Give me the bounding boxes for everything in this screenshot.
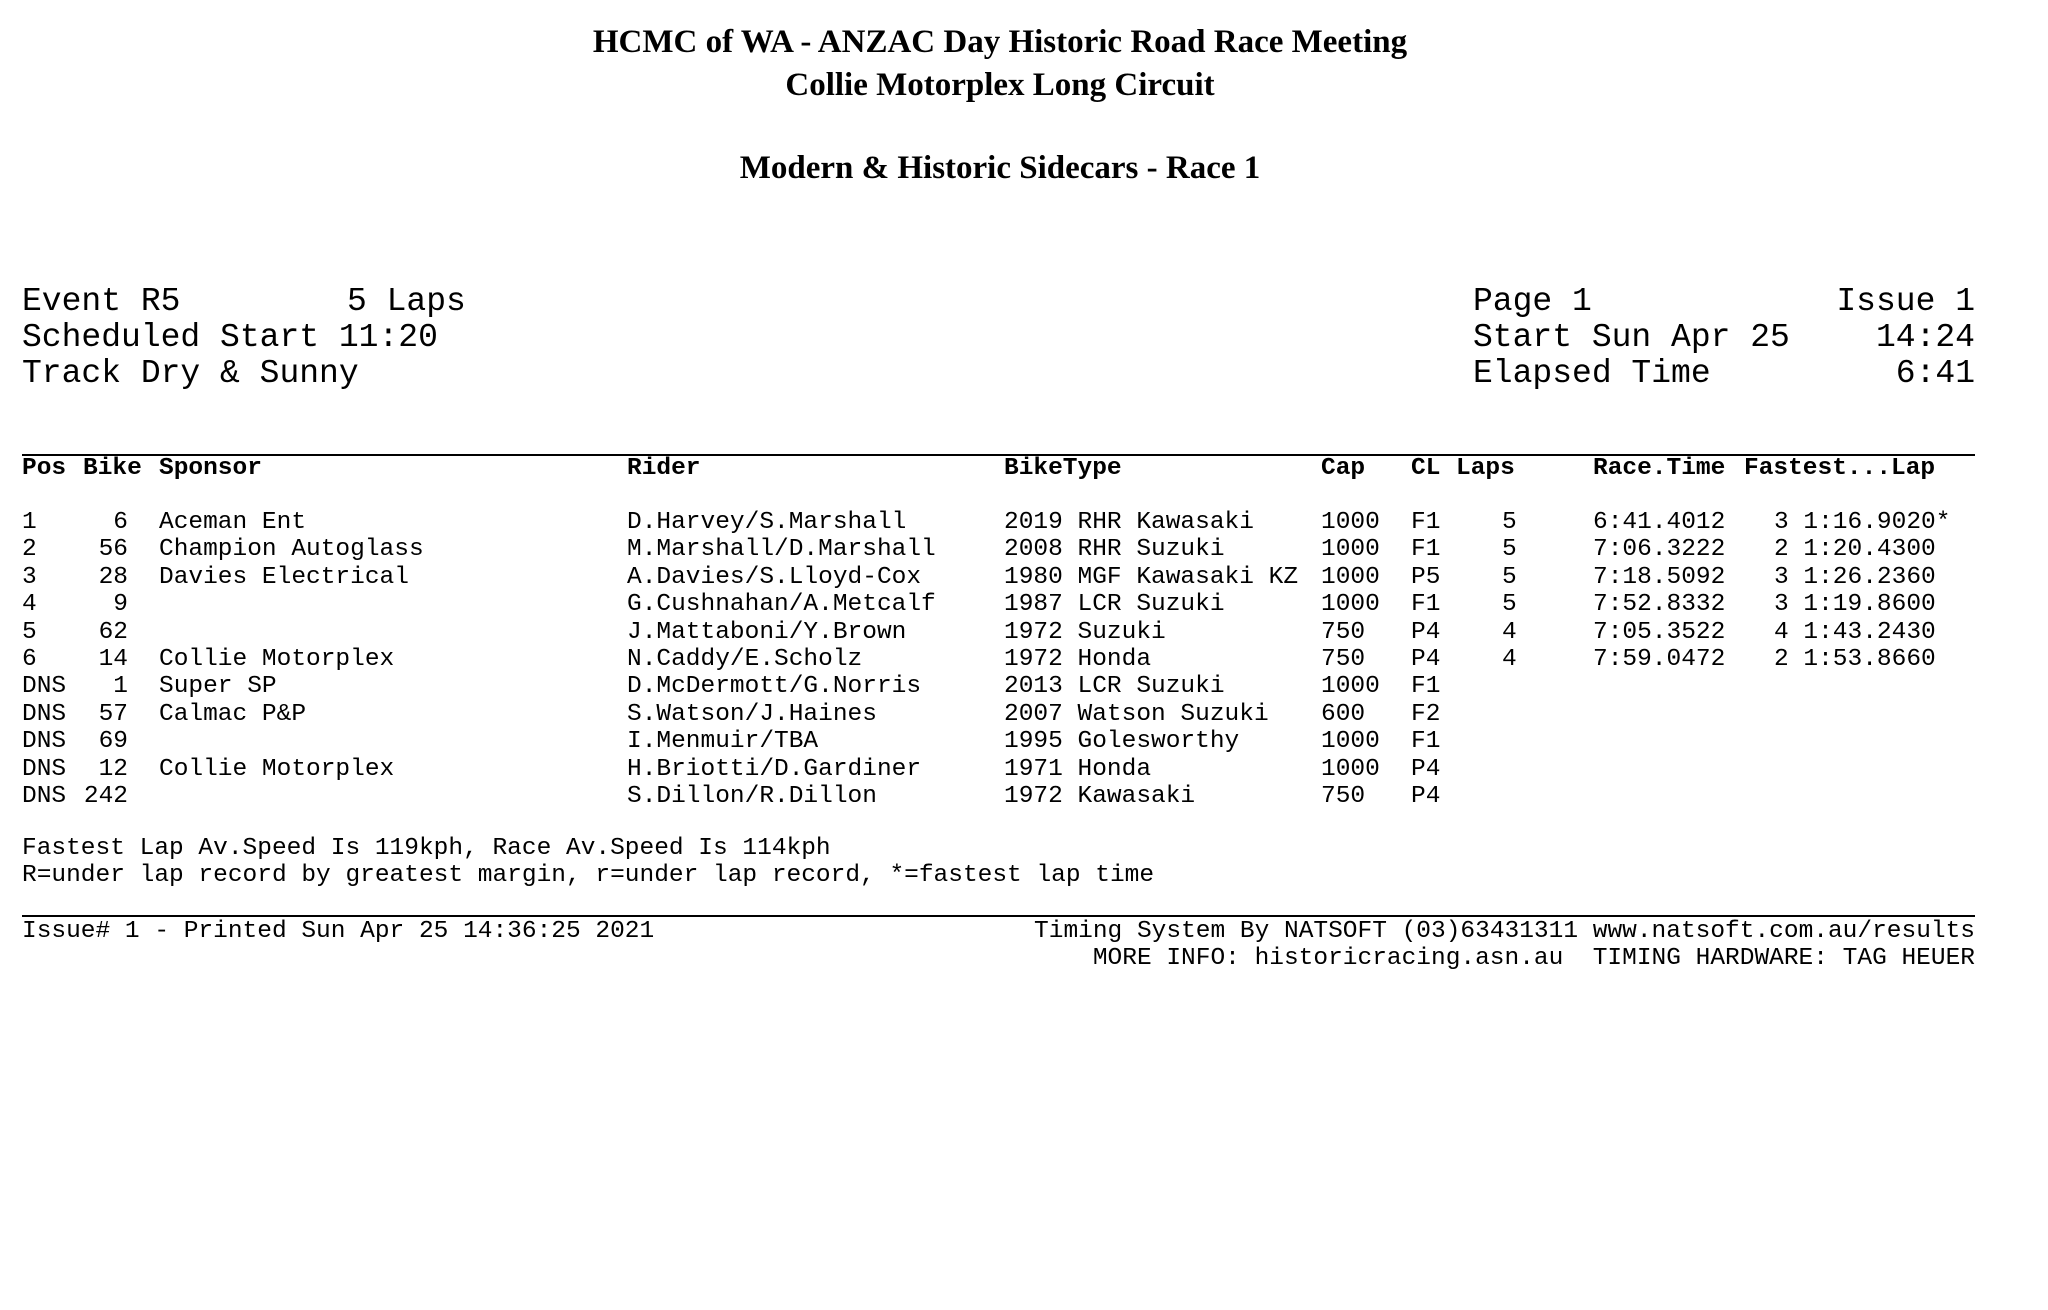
- cell-sponsor: Collie Motorplex: [159, 755, 395, 783]
- cell-pos: 5: [22, 618, 37, 646]
- col-cap: Cap: [1321, 455, 1366, 482]
- col-rider: Rider: [627, 455, 701, 482]
- table-row: [0, 564, 2048, 592]
- more-info: MORE INFO: historicracing.asn.au TIMING HARDWARE: TAG HEUER: [1092, 945, 1975, 972]
- cell-racetime: 7:59.0472: [1593, 646, 1726, 673]
- cell-cl: P5: [1411, 563, 1441, 591]
- cell-laps: 4: [1502, 646, 1517, 673]
- cell-laps: 5: [1502, 536, 1517, 564]
- table-row: [0, 619, 2048, 647]
- cell-bike: 6: [113, 509, 128, 536]
- cell-pos: 1: [22, 509, 37, 536]
- cell-cl: F1: [1411, 673, 1441, 701]
- cell-pos: 3: [22, 563, 37, 591]
- scheduled-start: Scheduled Start 11:20: [22, 319, 438, 356]
- cell-pos: 4: [22, 591, 37, 619]
- table-row: [0, 756, 2048, 784]
- event-laps: 5 Laps: [347, 283, 466, 320]
- cell-cap: 1000: [1321, 536, 1380, 564]
- cell-laps: 4: [1502, 618, 1517, 646]
- cell-cl: P4: [1411, 755, 1441, 783]
- table-row: [0, 701, 2048, 729]
- cell-bike: 69: [98, 728, 128, 756]
- cell-rider: I.Menmuir/TBA: [627, 728, 819, 756]
- cell-biketype: 1971 Honda: [1004, 755, 1152, 783]
- cell-laps: 5: [1502, 509, 1517, 536]
- cell-laps: 5: [1502, 563, 1517, 591]
- cell-sponsor: Collie Motorplex: [159, 646, 395, 673]
- cell-biketype: 2013 LCR Suzuki: [1004, 673, 1225, 701]
- cell-fastest: 2 1:20.4300: [1774, 536, 1936, 564]
- bottom-divider: [22, 915, 1975, 917]
- cell-biketype: 1972 Honda: [1004, 646, 1152, 673]
- cell-cap: 750: [1321, 618, 1366, 646]
- cell-biketype: 2007 Watson Suzuki: [1004, 700, 1269, 728]
- elapsed-value: 6:41: [1895, 355, 1975, 392]
- cell-cl: F1: [1411, 536, 1441, 564]
- cell-rider: A.Davies/S.Lloyd-Cox: [627, 563, 922, 591]
- cell-biketype: 1972 Suzuki: [1004, 618, 1166, 646]
- cell-pos: DNS: [22, 783, 67, 810]
- cell-pos: 2: [22, 536, 37, 564]
- table-row: [0, 783, 2048, 811]
- cell-cap: 1000: [1321, 563, 1380, 591]
- cell-biketype: 1995 Golesworthy: [1004, 728, 1240, 756]
- cell-bike: 14: [98, 646, 128, 673]
- track-condition: Track Dry & Sunny: [22, 355, 359, 392]
- cell-cap: 1000: [1321, 728, 1380, 756]
- cell-sponsor: Calmac P&P: [159, 700, 307, 728]
- cell-rider: S.Dillon/R.Dillon: [627, 783, 877, 810]
- cell-bike: 242: [83, 783, 128, 810]
- event-label: Event R5: [22, 283, 181, 320]
- start-label: Start Sun Apr 25: [1473, 319, 1790, 356]
- cell-rider: J.Mattaboni/Y.Brown: [627, 618, 907, 646]
- cell-cl: F1: [1411, 591, 1441, 619]
- cell-biketype: 2019 RHR Kawasaki: [1004, 509, 1254, 536]
- cell-biketype: 1980 MGF Kawasaki KZ: [1004, 563, 1299, 591]
- col-laps: Laps: [1456, 455, 1515, 482]
- col-pos: Pos: [22, 455, 67, 482]
- cell-rider: S.Watson/J.Haines: [627, 700, 877, 728]
- circuit-title: Collie Motorplex Long Circuit: [785, 67, 1215, 103]
- cell-racetime: 7:18.5092: [1593, 563, 1726, 591]
- cell-cap: 1000: [1321, 755, 1380, 783]
- cell-cl: F2: [1411, 700, 1441, 728]
- col-biketype: BikeType: [1004, 455, 1122, 482]
- cell-sponsor: Aceman Ent: [159, 509, 307, 536]
- cell-cl: P4: [1411, 646, 1441, 673]
- table-row: [0, 646, 2048, 674]
- cell-cap: 750: [1321, 646, 1366, 673]
- issue-printed: Issue# 1 - Printed Sun Apr 25 14:36:25 2021: [22, 918, 655, 945]
- cell-pos: DNS: [22, 673, 67, 701]
- cell-rider: M.Marshall/D.Marshall: [627, 536, 936, 564]
- col-cl: CL: [1411, 455, 1441, 482]
- cell-fastest: 2 1:53.8660: [1774, 646, 1936, 673]
- table-row: [0, 509, 2048, 537]
- cell-rider: G.Cushnahan/A.Metcalf: [627, 591, 936, 619]
- elapsed-label: Elapsed Time: [1473, 355, 1711, 392]
- col-sponsor: Sponsor: [159, 455, 262, 482]
- cell-biketype: 2008 RHR Suzuki: [1004, 536, 1225, 564]
- cell-pos: DNS: [22, 700, 67, 728]
- issue-number: Issue 1: [1836, 283, 1975, 320]
- table-row: [0, 728, 2048, 756]
- col-racetime: Race.Time: [1593, 455, 1726, 482]
- cell-racetime: 6:41.4012: [1593, 509, 1726, 536]
- event-info: [22, 284, 642, 392]
- cell-rider: H.Briotti/D.Gardiner: [627, 755, 922, 783]
- cell-rider: D.McDermott/G.Norris: [627, 673, 922, 701]
- cell-cap: 1000: [1321, 509, 1380, 536]
- cell-bike: 12: [98, 755, 128, 783]
- cell-sponsor: Davies Electrical: [159, 563, 409, 591]
- page-number: Page 1: [1473, 283, 1592, 320]
- cell-bike: 1: [113, 673, 128, 701]
- cell-fastest: 3 1:16.9020*: [1774, 509, 1951, 536]
- cell-bike: 56: [98, 536, 128, 564]
- speed-note: Fastest Lap Av.Speed Is 119kph, Race Av.Speed Is 114kph: [22, 835, 831, 862]
- cell-pos: DNS: [22, 755, 67, 783]
- meeting-title: HCMC of WA - ANZAC Day Historic Road Race Meeting: [592, 24, 1408, 60]
- col-bike: Bike: [83, 455, 142, 482]
- start-time: 14:24: [1875, 319, 1975, 356]
- table-row: [0, 673, 2048, 701]
- timing-system: Timing System By NATSOFT (03)63431311 www.natsoft.com.au/results: [1034, 918, 1975, 945]
- cell-racetime: 7:52.8332: [1593, 591, 1726, 619]
- cell-cl: F1: [1411, 728, 1441, 756]
- cell-cap: 1000: [1321, 673, 1380, 701]
- cell-sponsor: Champion Autoglass: [159, 536, 424, 564]
- cell-bike: 28: [98, 563, 128, 591]
- cell-cap: 600: [1321, 700, 1366, 728]
- cell-rider: D.Harvey/S.Marshall: [627, 509, 907, 536]
- cell-bike: 62: [98, 618, 128, 646]
- page-info: [1473, 284, 1975, 392]
- cell-racetime: 7:06.3222: [1593, 536, 1726, 564]
- cell-fastest: 3 1:26.2360: [1774, 563, 1936, 591]
- results-table-header: [0, 455, 2048, 483]
- cell-biketype: 1972 Kawasaki: [1004, 783, 1196, 810]
- cell-bike: 9: [113, 591, 128, 619]
- cell-biketype: 1987 LCR Suzuki: [1004, 591, 1225, 619]
- cell-fastest: 4 1:43.2430: [1774, 618, 1936, 646]
- cell-cl: P4: [1411, 618, 1441, 646]
- cell-pos: DNS: [22, 728, 67, 756]
- cell-laps: 5: [1502, 591, 1517, 619]
- race-title: Modern & Historic Sidecars - Race 1: [739, 150, 1261, 186]
- cell-cap: 750: [1321, 783, 1366, 810]
- table-row: [0, 591, 2048, 619]
- cell-cap: 1000: [1321, 591, 1380, 619]
- cell-sponsor: Super SP: [159, 673, 277, 701]
- cell-bike: 57: [98, 700, 128, 728]
- cell-rider: N.Caddy/E.Scholz: [627, 646, 863, 673]
- col-fastest: Fastest...Lap: [1744, 455, 1936, 482]
- legend-note: R=under lap record by greatest margin, r=under lap record, *=fastest lap time: [22, 862, 1155, 889]
- cell-racetime: 7:05.3522: [1593, 618, 1726, 646]
- cell-fastest: 3 1:19.8600: [1774, 591, 1936, 619]
- table-row: [0, 536, 2048, 564]
- cell-cl: P4: [1411, 783, 1441, 810]
- cell-cl: F1: [1411, 509, 1441, 536]
- cell-pos: 6: [22, 646, 37, 673]
